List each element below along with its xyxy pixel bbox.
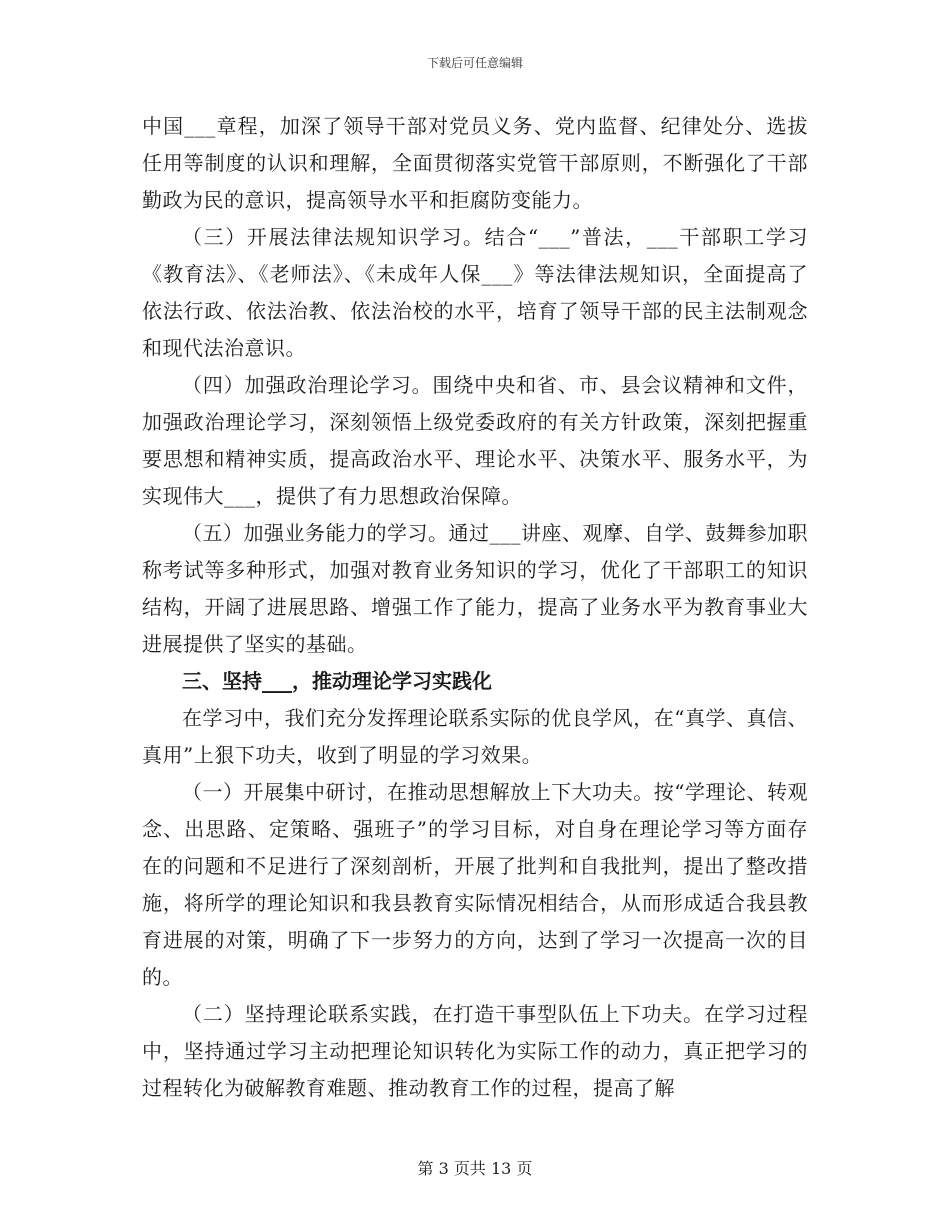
paragraph-3: （四）加强政治理论学习。围绕中央和省、市、县会议精神和文件，加强政治理论学习，深刻领悟上级党委政府的有关方针政策，深刻把握重要思想和精神实质，提高政治水平、理论水平、决策水平、服务水平，为实现伟大___，提供了有力思想政治保障。	[142, 373, 808, 508]
paragraph-7: （二）坚持理论联系实践，在打造干事型队伍上下功夫。在学习过程中，坚持通过学习主动把理论知识转化为实际工作的动力，真正把学习的过程转化为破解教育难题、推动教育工作的过程，提高了解	[142, 1002, 808, 1100]
page-header: 下载后可任意编辑	[426, 56, 523, 70]
paragraph-1: 中国___章程，加深了领导干部对党员义务、党内监督、纪律处分、选拔任用等制度的认识和理解，全面贯彻落实党管干部原则，不断强化了干部勤政为民的意识，提高领导水平和拒腐防变能力。	[142, 114, 808, 212]
document-body	[142, 108, 808, 1107]
page-number: 第 3 页共 13 页	[417, 1159, 533, 1178]
paragraph-6: （一）开展集中研讨，在推动思想解放上下大功夫。按“学理论、转观念、出思路、定策略、强班子”的学习目标，对自身在理论学习等方面存在的问题和不足进行了深刻剖析，开展了批判和自我批判，提出了整改措施，将所学的理论知识和我县教育实际情况相结合，从而形成适合我县教育进展的对策，明确了下一步努力的方向，达到了学习一次提高一次的目的。	[142, 780, 808, 989]
paragraph-4: （五）加强业务能力的学习。通过___讲座、观摩、自学、鼓舞参加职称考试等多种形式，加强对教育业务知识的学习，优化了干部职工的知识结构，开阔了进展思路、增强工作了能力，提高了业务水平为教育事业大进展提供了坚实的基础。	[142, 521, 808, 656]
paragraph-5: 在学习中，我们充分发挥理论联系实际的优良学风，在“真学、真信、真用”上狠下功夫，收到了明显的学习效果。	[142, 706, 808, 767]
section-heading: 三、坚持___，推动理论学习实践化	[182, 669, 492, 693]
paragraph-2: （三）开展法律法规知识学习。结合“___”普法，___干部职工学习《教育法》、《老师法》、《未成年人保___》等法律法规知识，全面提高了依法行政、依法治教、依法治校的水平，培育了领导干部的民主法制观念和现代法治意识。	[142, 225, 808, 360]
